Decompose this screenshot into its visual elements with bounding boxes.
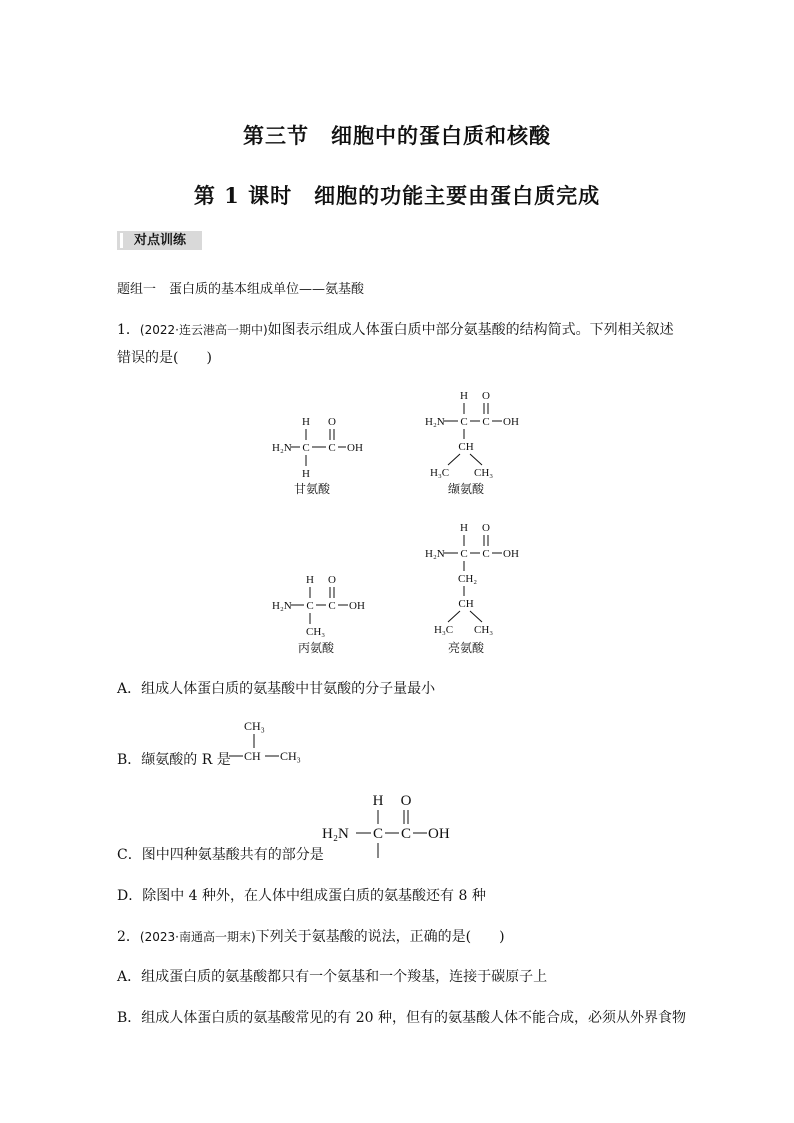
valine-name: 缬氨酸 <box>447 482 485 496</box>
question-1-option-a: A．组成人体蛋白质的氨基酸中甘氨酸的分子量最小 <box>117 681 436 697</box>
val-ch3: CH₃ <box>474 467 494 479</box>
question-1-option-d: D．除图中 4 种外，在人体中组成蛋白质的氨基酸还有 8 种 <box>117 888 486 904</box>
question-2-source: (2023·南通高一期末) <box>139 930 256 944</box>
common-amino-acid-part <box>318 786 468 866</box>
gly-oh: OH <box>347 442 363 454</box>
alanine-structure <box>272 574 365 655</box>
valine-r-group <box>228 716 318 766</box>
common-h: H <box>372 793 384 809</box>
leu-h-top: H <box>460 522 468 534</box>
ala-oh: OH <box>349 600 365 612</box>
gly-h-top: H <box>302 416 310 428</box>
leu-nh2: H₂N <box>425 548 445 560</box>
section-tag <box>117 231 202 250</box>
leu-o: O <box>482 522 490 534</box>
question-1-stem-line2: 错误的是( ) <box>117 350 212 366</box>
question-1-text: 如图表示组成人体蛋白质中部分氨基酸的结构简式。下列相关叙述 <box>267 322 674 338</box>
r-ch3-right: CH₃ <box>280 749 301 763</box>
leu-h3c: H₃C <box>434 624 454 636</box>
common-oh: OH <box>428 826 450 842</box>
leucine-structure <box>425 522 519 655</box>
leu-oh: OH <box>503 548 519 560</box>
leu-ch3: CH₃ <box>474 624 494 636</box>
leu-c-carboxyl: C <box>482 548 490 560</box>
gly-h-bottom: H <box>302 468 310 480</box>
val-ch: CH <box>458 441 474 453</box>
gly-c-carboxyl: C <box>328 442 336 454</box>
common-c-carboxyl: C <box>400 826 412 842</box>
question-1-stem <box>117 320 674 340</box>
leu-c-alpha: C <box>460 548 468 560</box>
common-h2n: H₂N <box>322 826 349 842</box>
ala-ch3: CH₃ <box>306 626 326 638</box>
tag-bar <box>120 233 123 248</box>
question-1-source: (2022·连云港高一期中) <box>139 323 268 337</box>
gly-o: O <box>328 416 336 428</box>
leucine-name: 亮氨酸 <box>447 641 485 655</box>
val-h3c: H₃C <box>430 467 450 479</box>
tag-label: 对点训练 <box>134 233 187 248</box>
question-1-option-c: C．图中四种氨基酸共有的部分是 <box>117 847 324 863</box>
ala-c-carboxyl: C <box>328 600 336 612</box>
val-oh: OH <box>503 416 519 428</box>
lesson-title: 第 1 课时 细胞的功能主要由蛋白质完成 <box>193 183 601 208</box>
leu-ch2: CH₂ <box>458 573 478 585</box>
ala-o: O <box>328 574 336 586</box>
val-nh2: H₂N <box>425 416 445 428</box>
val-c-carboxyl: C <box>482 416 490 428</box>
section-title: 第三节 细胞中的蛋白质和核酸 <box>243 123 551 148</box>
val-o: O <box>482 390 490 402</box>
question-1-number: 1． <box>117 322 140 338</box>
ala-c-alpha: C <box>306 600 314 612</box>
val-h-top: H <box>460 390 468 402</box>
glycine-name: 甘氨酸 <box>293 482 331 496</box>
valine-structure <box>425 390 519 496</box>
question-2-number: 2． <box>117 929 140 945</box>
r-ch: CH <box>244 749 261 763</box>
val-c-alpha: C <box>460 416 468 428</box>
leu-ch: CH <box>458 598 474 610</box>
glycine-structure <box>272 416 363 496</box>
r-ch3-top: CH₃ <box>244 719 265 733</box>
question-2-stem <box>117 927 505 947</box>
group-title: 题组一 蛋白质的基本组成单位——氨基酸 <box>117 282 365 297</box>
question-2-text: 下列关于氨基酸的说法，正确的是( ) <box>255 929 505 945</box>
common-o: O <box>400 793 412 809</box>
question-2-option-a: A．组成蛋白质的氨基酸都只有一个氨基和一个羧基，连接于碳原子上 <box>117 969 548 985</box>
common-c-alpha: C <box>372 826 384 842</box>
gly-c-alpha: C <box>302 442 310 454</box>
question-2-option-b: B．组成人体蛋白质的氨基酸常见的有 20 种，但有的氨基酸人体不能合成，必须从外界食物 <box>117 1010 687 1026</box>
gly-nh2: H₂N <box>272 442 292 454</box>
alanine-name: 丙氨酸 <box>297 641 335 655</box>
ala-nh2: H₂N <box>272 600 292 612</box>
question-1-option-b: B．缬氨酸的 R 是 <box>117 752 231 768</box>
amino-acid-figure <box>260 385 540 660</box>
ala-h-top: H <box>306 574 314 586</box>
